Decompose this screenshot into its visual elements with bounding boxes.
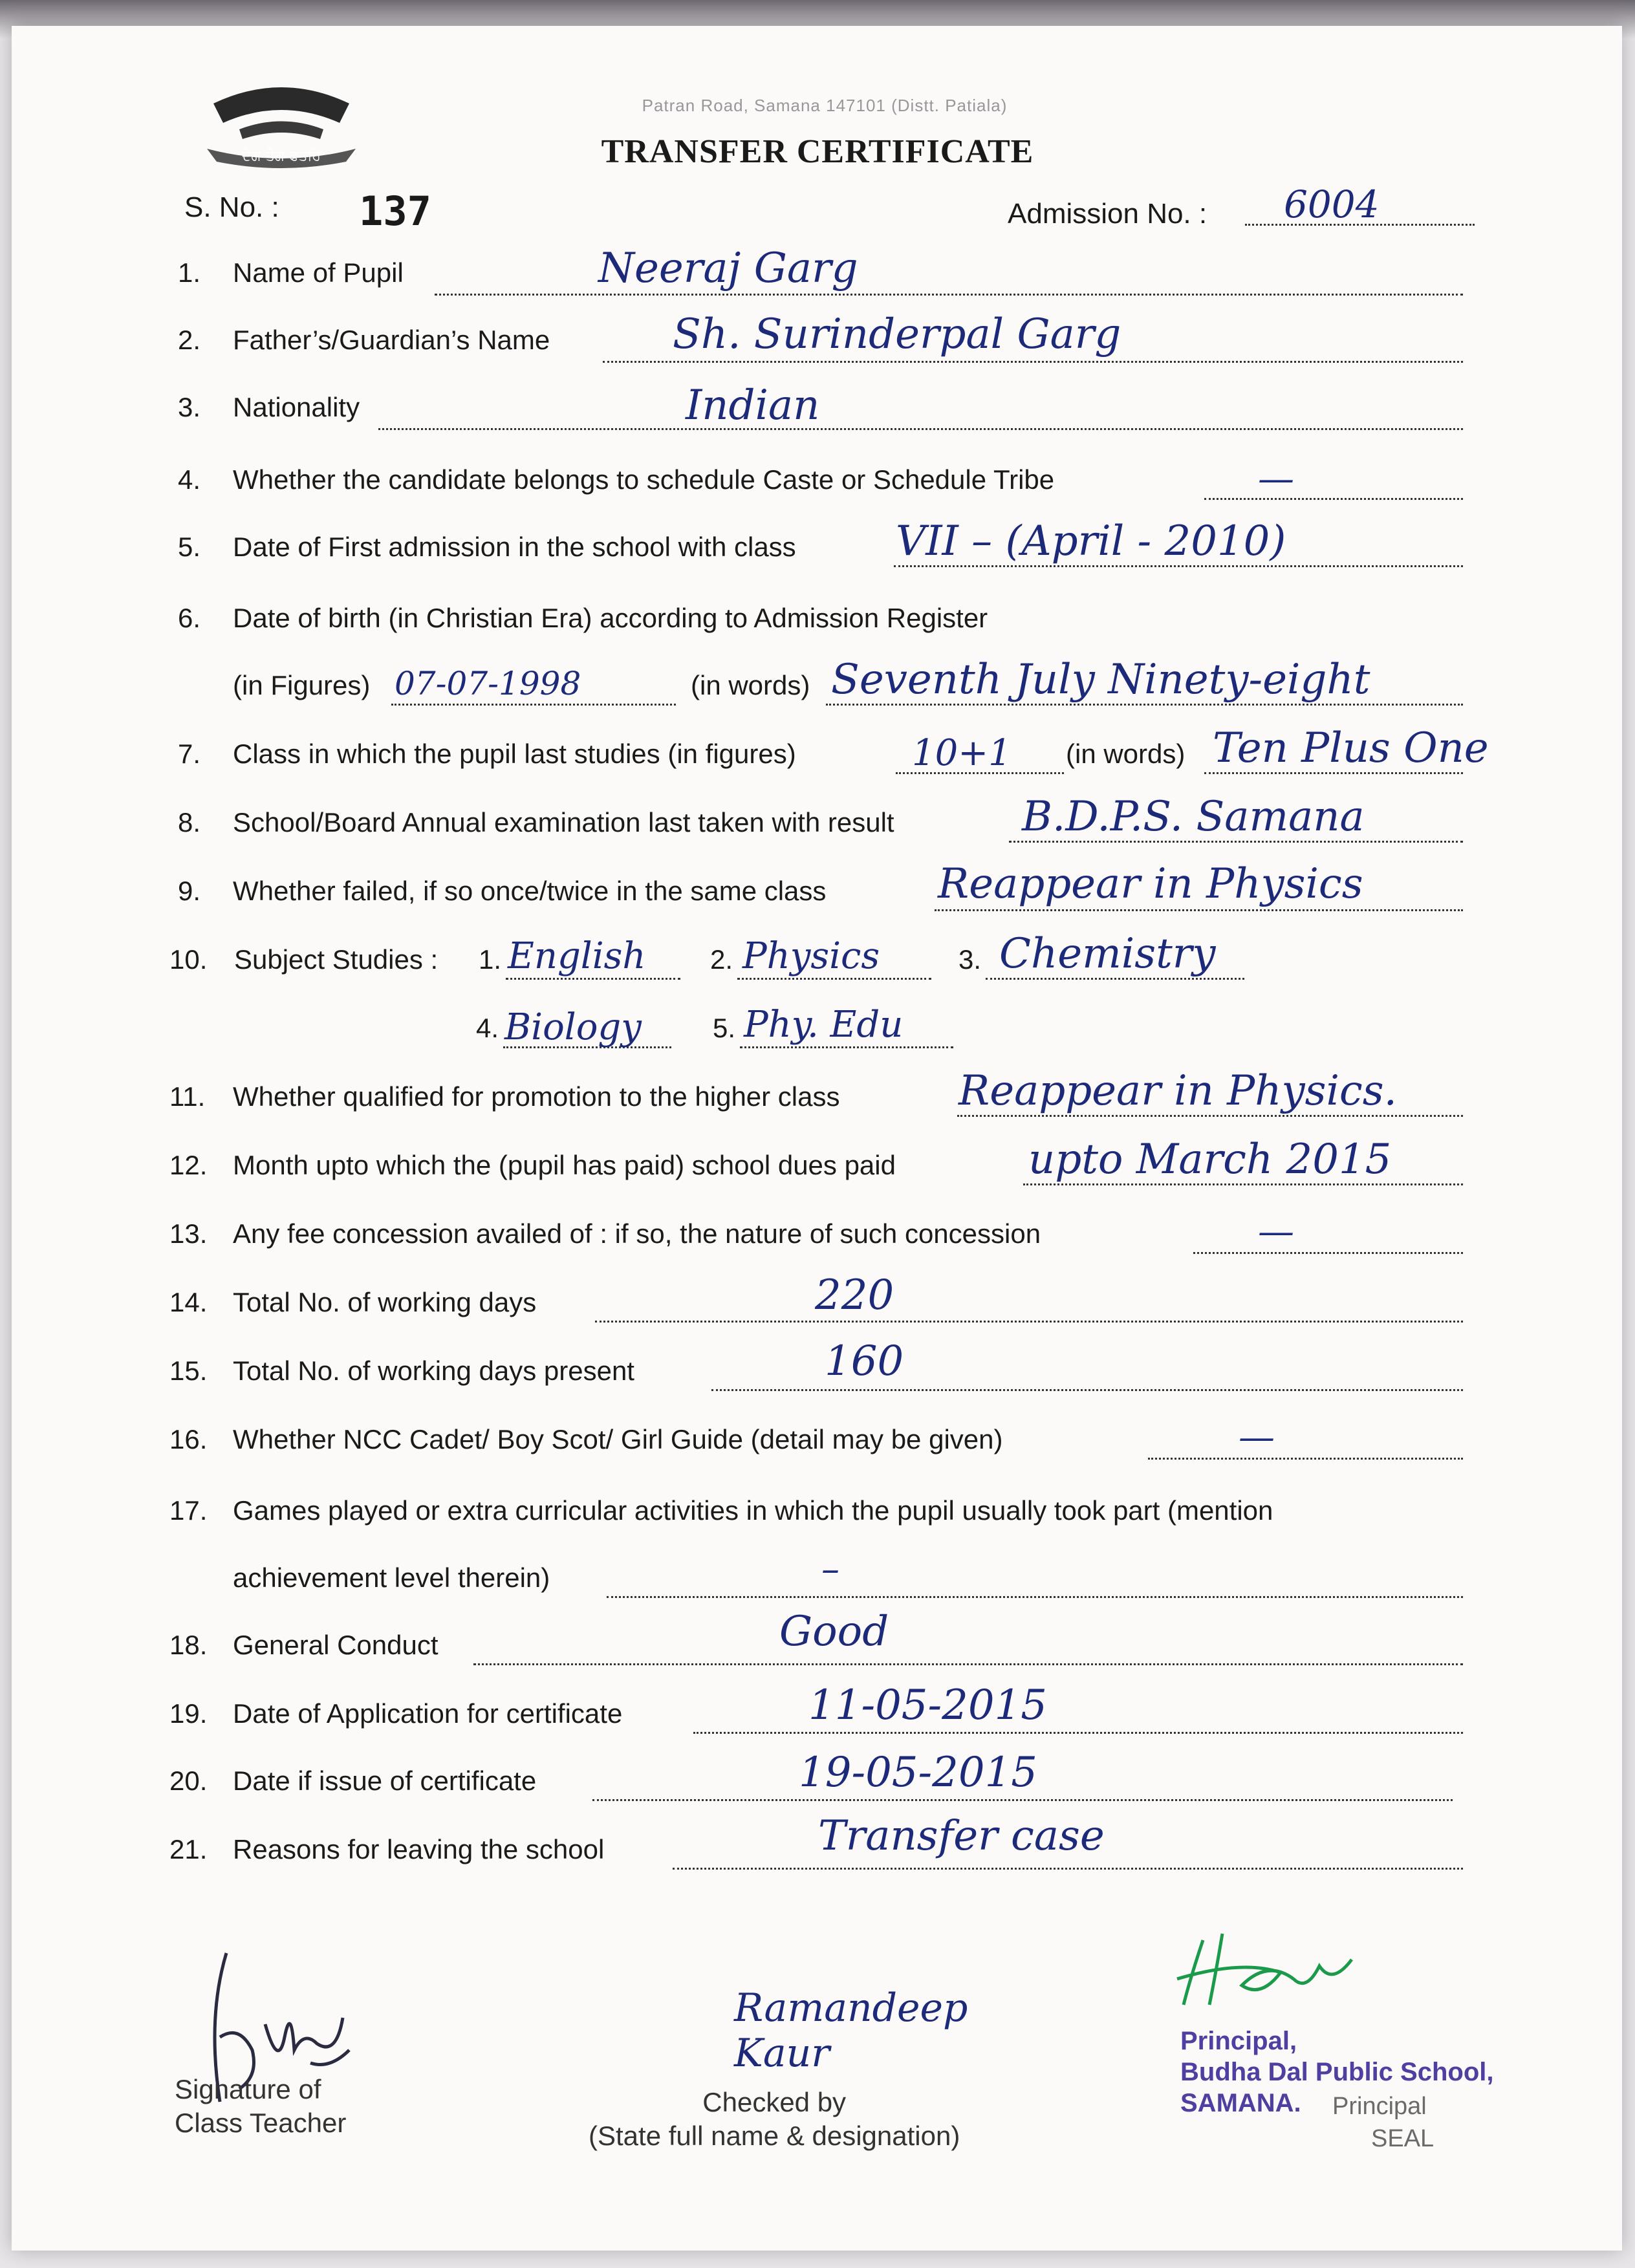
handwritten-value: — <box>1258 1211 1294 1253</box>
item-number: 10. <box>169 944 208 975</box>
handwritten-value: 11-05-2015 <box>808 1681 1047 1729</box>
item-label: Date of First admission in the school with class <box>233 532 796 562</box>
item-number: 5. <box>178 532 201 562</box>
stamp-principal-text: Principal, <box>1180 2027 1297 2055</box>
item-number: 1. <box>178 257 201 288</box>
item-number: 15. <box>169 1355 208 1386</box>
dotted-line <box>737 978 931 980</box>
item-number: 12. <box>169 1150 208 1180</box>
item-date-of-birth <box>0 603 1635 667</box>
handwritten-value: upto March 2015 <box>1028 1136 1392 1183</box>
item-label: General Conduct <box>233 1630 439 1660</box>
handwritten-value: Reappear in Physics <box>938 860 1363 908</box>
item-label: Class in which the pupil last studies (in figures) <box>233 739 796 769</box>
item-label: Games played or extra curricular activities in which the pupil usually took part (mention <box>233 1495 1273 1526</box>
class-teacher-label <box>175 2073 346 2140</box>
item-label: achievement level therein) <box>233 1562 550 1593</box>
handwritten-value: Neeraj Garg <box>598 244 858 292</box>
item-number: 20. <box>169 1766 208 1796</box>
stamp-school-text: Budha Dal Public School, <box>1180 2058 1494 2086</box>
item-label: Any fee concession availed of : if so, the nature of such concession <box>233 1218 1041 1249</box>
item-label: (in words) <box>1066 739 1186 769</box>
item-number: 16. <box>169 1424 208 1454</box>
checked-by-label <box>589 2086 960 2153</box>
admission-number: 6004 <box>1284 182 1380 226</box>
dotted-line <box>435 294 1463 296</box>
dotted-line <box>473 1663 1463 1665</box>
seal-text: SEAL <box>1371 2125 1435 2152</box>
handwritten-value: — <box>1239 1416 1275 1458</box>
item-label: School/Board Annual examination last taken with result <box>233 807 894 837</box>
item-ncc-scout <box>0 1416 1635 1489</box>
dotted-line <box>592 1799 1453 1801</box>
dotted-line <box>986 978 1244 980</box>
dotted-line <box>603 361 1463 363</box>
item-number: 13. <box>169 1218 208 1249</box>
school-address: Patran Road, Samana 147101 (Distt. Patiala) <box>642 96 1008 115</box>
serial-label: S. No. : <box>184 191 279 223</box>
stamp-town-text: SAMANA. <box>1180 2089 1301 2117</box>
dotted-line <box>391 704 676 706</box>
item-number: 4. <box>178 464 201 495</box>
dotted-line <box>693 1732 1463 1734</box>
item-label: Date if issue of certificate <box>233 1766 537 1796</box>
principal-seal-label <box>1332 2090 1434 2155</box>
subject-value: Physics <box>742 935 880 977</box>
handwritten-value: Indian <box>686 382 820 429</box>
item-label: Name of Pupil <box>233 257 404 288</box>
class-teacher-text: Class Teacher <box>175 2108 347 2138</box>
item-label: Whether qualified for promotion to the higher class <box>233 1081 840 1112</box>
checked-by-text: Checked by <box>702 2087 847 2117</box>
item-label: Nationality <box>233 392 360 422</box>
dotted-line <box>1023 1183 1463 1185</box>
item-label: Date of Application for certificate <box>233 1698 623 1729</box>
subject-number: 3. <box>958 944 982 975</box>
serial-number: 137 <box>359 188 431 235</box>
item-failed <box>0 860 1635 940</box>
item-label: Date of birth (in Christian Era) according to Admission Register <box>233 603 988 633</box>
subject-number: 1. <box>479 944 502 975</box>
item-label: Father’s/Guardian’s Name <box>233 325 550 355</box>
item-label: Total No. of working days <box>233 1287 537 1317</box>
handwritten-value: B.D.P.S. Samana <box>1022 793 1365 841</box>
dotted-line <box>935 909 1463 911</box>
subject-value: Phy. Edu <box>744 1004 904 1046</box>
dotted-line <box>740 1046 953 1048</box>
item-number: 11. <box>169 1081 206 1112</box>
item-label: Month upto which the (pupil has paid) school dues paid <box>233 1150 896 1180</box>
item-number: 6. <box>178 603 201 633</box>
dotted-line <box>595 1321 1463 1323</box>
item-days-present <box>0 1337 1635 1420</box>
item-nationality <box>0 382 1635 457</box>
item-last-class <box>0 724 1635 803</box>
item-label: Subject Studies : <box>234 944 439 975</box>
item-number: 19. <box>169 1698 208 1729</box>
item-number: 14. <box>169 1287 208 1317</box>
item-label: Reasons for leaving the school <box>233 1834 605 1864</box>
dotted-line <box>378 428 1463 430</box>
handwritten-value: Good <box>779 1608 889 1656</box>
dotted-line <box>673 1868 1463 1870</box>
item-number: 21. <box>169 1834 208 1864</box>
dotted-line <box>1204 498 1463 500</box>
dotted-line <box>1009 841 1463 843</box>
item-number: 17. <box>169 1495 208 1526</box>
handwritten-value: 160 <box>825 1337 904 1385</box>
item-number: 18. <box>169 1630 208 1660</box>
item-games-activities <box>0 1495 1635 1560</box>
dotted-line <box>607 1596 1463 1598</box>
admission-label: Admission No. : <box>1008 198 1207 230</box>
subject-value: Biology <box>504 1006 642 1048</box>
item-label: Whether NCC Cadet/ Boy Scot/ Girl Guide (detail may be given) <box>233 1424 1003 1454</box>
item-working-days <box>0 1271 1635 1352</box>
dotted-line <box>957 1115 1463 1117</box>
item-label: (in Figures) <box>233 670 371 700</box>
dotted-line <box>894 565 1463 567</box>
handwritten-value: 07-07-1998 <box>395 665 581 702</box>
item-number: 2. <box>178 325 201 355</box>
handwritten-value: VII – (April - 2010) <box>896 517 1286 565</box>
dotted-line <box>1193 1252 1463 1254</box>
item-label: Whether the candidate belongs to schedule Caste or Schedule Tribe <box>233 464 1055 495</box>
item-issue-date <box>0 1749 1635 1830</box>
dotted-line <box>1148 1458 1463 1460</box>
item-number: 8. <box>178 807 201 837</box>
item-label: Total No. of working days present <box>233 1355 634 1386</box>
subject-number: 2. <box>710 944 733 975</box>
dotted-line <box>826 704 1463 706</box>
principal-signature <box>1164 1921 1371 2018</box>
dotted-line <box>711 1389 1463 1391</box>
dotted-line <box>1204 772 1463 774</box>
handwritten-value: 10+1 <box>912 732 1012 774</box>
state-name-designation-text: (State full name & designation) <box>589 2121 960 2151</box>
item-number: 3. <box>178 392 201 422</box>
principal-text: Principal <box>1332 2093 1427 2120</box>
document-title: TRANSFER CERTIFICATE <box>601 133 1034 170</box>
svg-text:ਦੇਗ ਤੇਗ ਫਤਹਿ: ਦੇਗ ਤੇਗ ਫਤਹਿ <box>241 148 321 164</box>
handwritten-value: Sh. Surinderpal Garg <box>673 310 1121 358</box>
subject-number: 4. <box>476 1013 499 1043</box>
handwritten-value: Seventh July Ninety-eight <box>831 656 1370 704</box>
item-last-exam <box>0 793 1635 872</box>
subject-value: Chemistry <box>999 930 1216 978</box>
handwritten-value: — <box>1258 458 1294 500</box>
item-number: 7. <box>178 739 201 769</box>
item-label: Whether failed, if so once/twice in the same class <box>233 876 827 906</box>
item-father-name <box>0 310 1635 389</box>
handwritten-value: 220 <box>815 1271 894 1319</box>
handwritten-value: Transfer case <box>818 1812 1105 1860</box>
handwritten-value: – <box>821 1548 839 1590</box>
checker-signature-name: Ramandeep Kaur <box>734 1985 968 2076</box>
subject-number: 5. <box>713 1013 736 1043</box>
item-dues-paid <box>0 1136 1635 1215</box>
dotted-line <box>506 978 680 980</box>
item-first-admission <box>0 517 1635 596</box>
item-number: 9. <box>178 876 201 906</box>
signature-of-text: Signature of <box>175 2074 321 2104</box>
item-subjects <box>0 930 1635 1009</box>
handwritten-value: 19-05-2015 <box>799 1749 1037 1797</box>
item-reason-leaving <box>0 1812 1635 1899</box>
handwritten-value: Ten Plus One <box>1213 724 1489 772</box>
item-label: (in words) <box>691 670 810 700</box>
handwritten-value: Reappear in Physics. <box>958 1067 1397 1115</box>
subject-value: English <box>508 935 646 977</box>
item-caste-tribe <box>0 458 1635 529</box>
